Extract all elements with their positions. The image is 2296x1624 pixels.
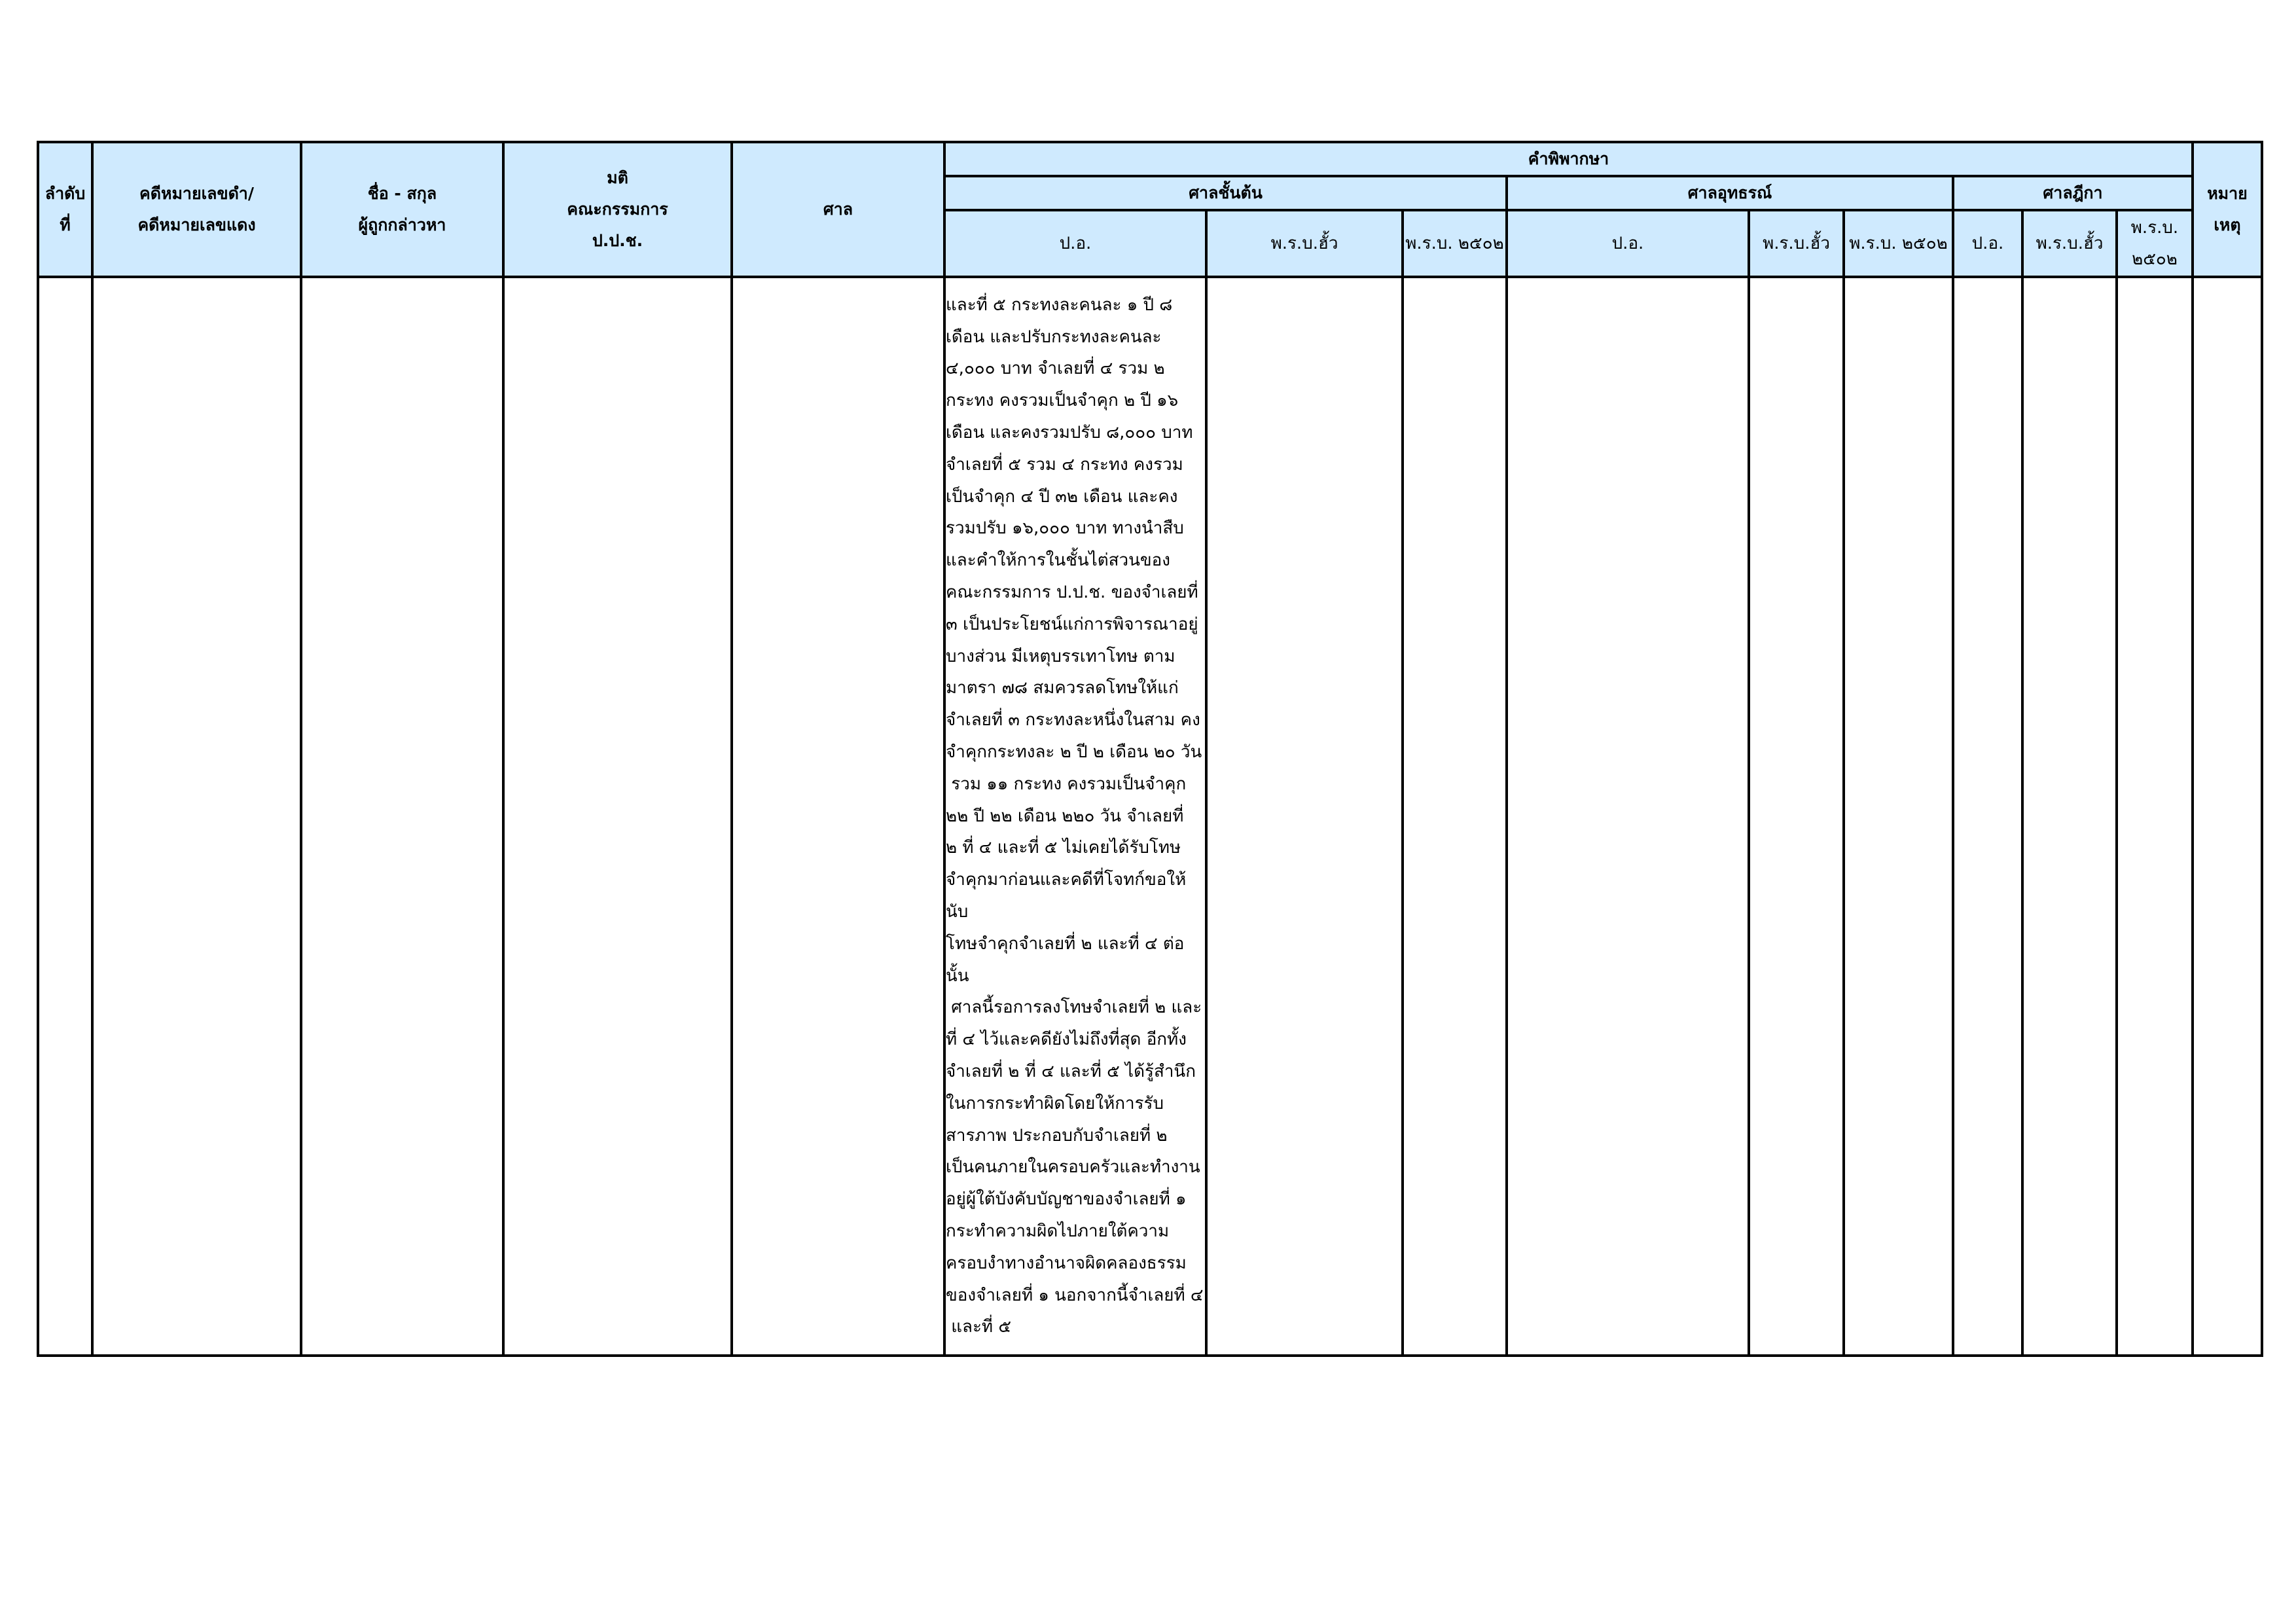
cell-no <box>38 277 92 1356</box>
header-first-prb-ua: พ.ร.บ.ฮั้ว <box>1206 210 1403 277</box>
header-appeal-prb-2502: พ.ร.บ. ๒๕๐๒ <box>1844 210 1953 277</box>
header-first-prb-2502: พ.ร.บ. ๒๕๐๒ <box>1403 210 1507 277</box>
header-no: ลำดับ ที่ <box>38 142 92 277</box>
cell-appeal-prb-2502 <box>1844 277 1953 1356</box>
cell-first-prb-ua <box>1206 277 1403 1356</box>
header-court-first-instance: ศาลชั้นต้น <box>944 176 1507 210</box>
header-court-supreme: ศาลฎีกา <box>1953 176 2193 210</box>
cell-remark <box>2193 277 2262 1356</box>
cell-supreme-prb-2502 <box>2117 277 2193 1356</box>
header-nacc-resolution: มติ คณะกรรมการ ป.ป.ช. <box>503 142 732 277</box>
cell-appeal-po <box>1507 277 1749 1356</box>
header-supreme-prb-ua: พ.ร.บ.ฮั้ว <box>2022 210 2117 277</box>
header-court: ศาล <box>732 142 944 277</box>
cell-supreme-prb-ua <box>2022 277 2117 1356</box>
cell-appeal-prb-ua <box>1749 277 1844 1356</box>
cell-court <box>732 277 944 1356</box>
table-row <box>38 277 2262 1356</box>
header-accused-name: ชื่อ - สกุล ผู้ถูกกล่าวหา <box>301 142 503 277</box>
header-appeal-prb-ua: พ.ร.บ.ฮั้ว <box>1749 210 1844 277</box>
cell-first-court-po-text: และที่ ๕ กระทงละคนละ ๑ ปี ๘ เดือน และปรับกระทงละคนละ ๔,๐๐๐ บาท จำเลยที่ ๔ รวม ๒ กระทง คงรวมเป็นจำคุก ๒ ปี ๑๖ เดือน และคงรวมปรับ ๘,๐๐๐ บาท จำเลยที่ ๕ รวม ๔ กระทง คงรวม เป็นจำคุก ๔ ปี ๓๒ เดือน และคง รวมปรับ ๑๖,๐๐๐ บาท ทางนำสืบ และคำให้การในชั้นไต่สวนของ คณะกรรมการ ป.ป.ช. ของจำเลยที่ ๓ เป็นประโยชน์แก่การพิจารณาอยู่ บางส่วน มีเหตุบรรเทาโทษ ตาม มาตรา ๗๘ สมควรลดโทษให้แก่ จำเลยที่ ๓ กระทงละหนึ่งในสาม คง จำคุกกระทงละ ๒ ปี ๒ เดือน ๒๐ วัน รวม ๑๑ กระทง คงรวมเป็นจำคุก ๒๒ ปี ๒๒ เดือน ๒๒๐ วัน จำเลยที่ ๒ ที่ ๔ และที่ ๕ ไม่เคยได้รับโทษ จำคุกมาก่อนและคดีที่โจทก์ขอให้นับ โทษจำคุกจำเลยที่ ๒ และที่ ๔ ต่อนั้น ศาลนี้รอการลงโทษจำเลยที่ ๒ และ ที่ ๔ ไว้และคดียังไม่ถึงที่สุด อีกทั้ง จำเลยที่ ๒ ที่ ๔ และที่ ๕ ได้รู้สำนึก ในการกระทำผิดโดยให้การรับ สารภาพ ประกอบกับจำเลยที่ ๒ เป็นคนภายในครอบครัวและทำงาน อยู่ผู้ใต้บังคับบัญชาของจำเลยที่ ๑ กระทำความผิดไปภายใต้ความ ครอบงำทางอำนาจผิดคลองธรรม ของจำเลยที่ ๑ นอกจากนี้จำเลยที่ ๔ และที่ ๕ <box>944 277 1206 1356</box>
cell-nacc-resolution <box>503 277 732 1356</box>
cell-case-number <box>92 277 301 1356</box>
header-appeal-po: ป.อ. <box>1507 210 1749 277</box>
cell-accused-name <box>301 277 503 1356</box>
header-court-appeal: ศาลอุทธรณ์ <box>1507 176 1953 210</box>
header-first-po: ป.อ. <box>944 210 1206 277</box>
header-judgment: คำพิพากษา <box>944 142 2193 176</box>
judgment-table <box>37 141 2263 1357</box>
header-supreme-po: ป.อ. <box>1953 210 2022 277</box>
header-remark: หมาย เหตุ <box>2193 142 2262 277</box>
header-supreme-prb-2502: พ.ร.บ. ๒๕๐๒ <box>2117 210 2193 277</box>
cell-supreme-po <box>1953 277 2022 1356</box>
header-case-number: คดีหมายเลขดำ/ คดีหมายเลขแดง <box>92 142 301 277</box>
cell-first-prb-2502 <box>1403 277 1507 1356</box>
